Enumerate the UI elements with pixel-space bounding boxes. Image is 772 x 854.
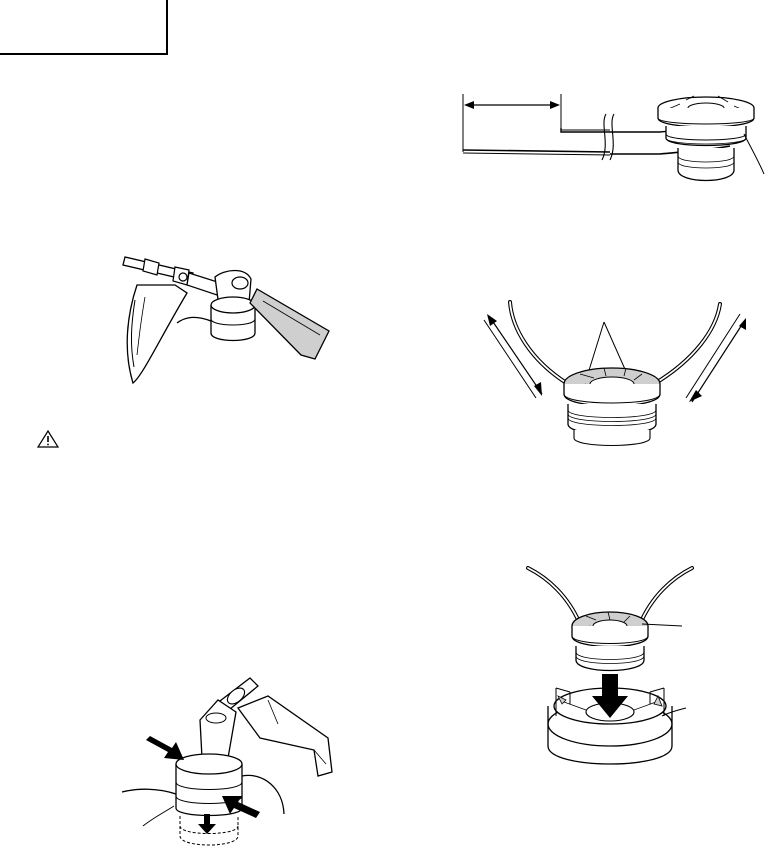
figure-line-winding: [460, 94, 772, 190]
figure-spool-installation: [526, 556, 746, 770]
page-header-box: [0, 0, 168, 55]
figure-spool-removal: [118, 668, 368, 854]
figure-trimmer-side-view: [115, 245, 335, 395]
figure-line-length: [476, 298, 756, 448]
warning-triangle-icon: [37, 430, 59, 448]
